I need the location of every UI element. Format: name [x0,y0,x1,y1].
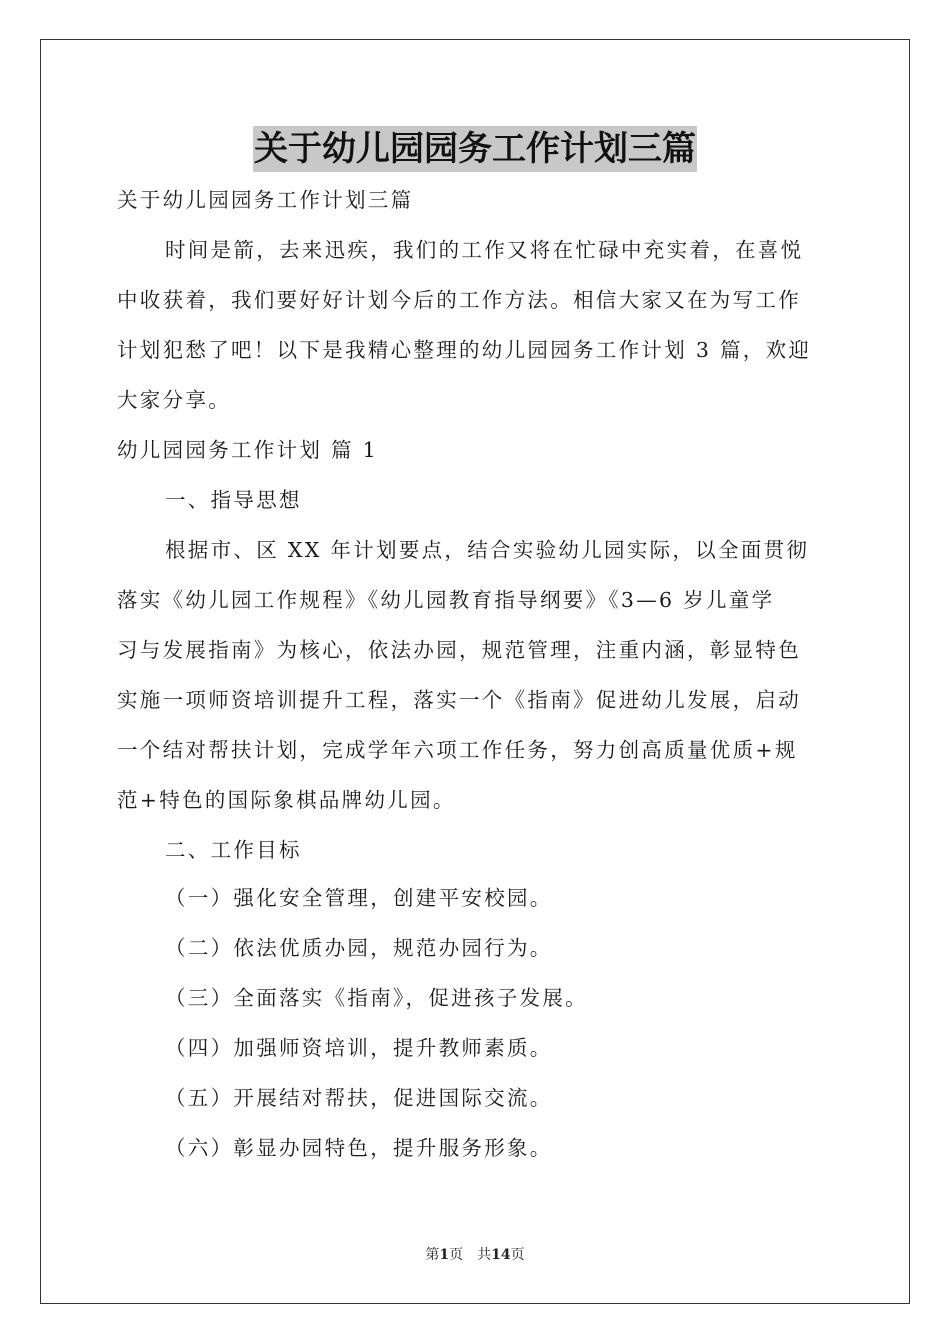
part-heading: 一、指导思想 [165,488,302,512]
document-title-text: 关于幼儿园园务工作计划三篇 [253,126,697,172]
goal-item: （六）彰显办园特色，提升服务形象。 [165,1136,553,1160]
intro-line: 中收获着，我们要好好计划今后的工作方法。相信大家又在为写工作 [117,288,801,312]
section-heading: 幼儿园园务工作计划 篇 1 [117,438,378,462]
goal-item: （一）强化安全管理，创建平安校园。 [165,886,553,910]
intro-line: 计划犯愁了吧！以下是我精心整理的幼儿园园务工作计划 3 篇，欢迎 [117,338,812,362]
page-current: 1 [439,1247,450,1263]
body-line: 一个结对帮扶计划，完成学年六项工作任务，努力创高质量优质+规 [117,738,798,762]
part-heading: 二、工作目标 [165,838,302,862]
page-suffix: 页 [510,1247,525,1263]
goal-item: （五）开展结对帮扶，促进国际交流。 [165,1086,553,1110]
body-line: 范+特色的国际象棋品牌幼儿园。 [117,788,456,812]
document-subtitle: 关于幼儿园园务工作计划三篇 [117,188,414,212]
body-line: 实施一项师资培训提升工程，落实一个《指南》促进幼儿发展，启动 [117,688,801,712]
page-total: 14 [491,1247,511,1263]
body-line: 落实《幼儿园工作规程》《幼儿园教育指导纲要》《3—6 岁儿童学 [117,588,775,612]
page-border [40,39,910,1304]
page-footer [0,1246,950,1264]
body-line: 习与发展指南》为核心，依法办园，规范管理，注重内涵，彰显特色 [117,638,801,662]
body-line: 根据市、区 XX 年计划要点，结合实验幼儿园实际，以全面贯彻 [165,538,810,562]
goal-item: （三）全面落实《指南》，促进孩子发展。 [165,986,588,1010]
intro-line: 时间是箭，去来迅疾，我们的工作又将在忙碌中充实着，在喜悦 [165,238,804,262]
intro-line: 大家分享。 [117,388,231,412]
page-prefix: 第 [425,1247,440,1263]
page-mid: 页 共 [449,1247,492,1263]
document-title [0,126,950,172]
goal-item: （二）依法优质办园，规范办园行为。 [165,936,553,960]
goal-item: （四）加强师资培训，提升教师素质。 [165,1036,553,1060]
